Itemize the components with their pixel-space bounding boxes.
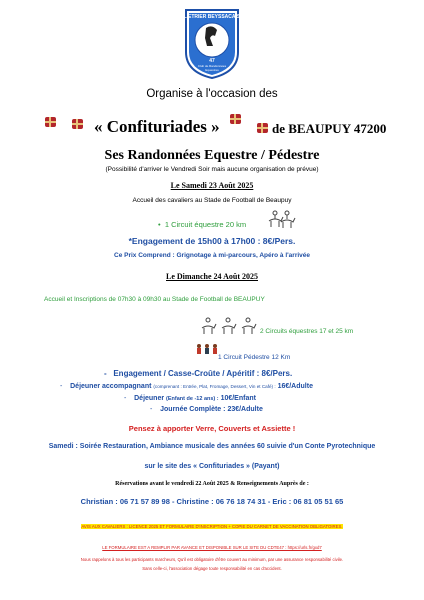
evening-line-1: Samedi : Soirée Restauration, Ambiance musicale des années 60 suivie d'un Conte Pyrotechnique: [48, 443, 376, 450]
logo-arc-text: L'ETRIER BEYSSACAIS: [183, 14, 241, 20]
pricing-line-1: [104, 369, 292, 378]
jam-gift-icon: [72, 119, 83, 129]
bullet-icon: •: [158, 220, 161, 229]
pricing-line-2: - Déjeuner accompagnant (comprenant : Entrée, Plat, Fromage, Dessert, Vin et Café) : 16€/Adulte: [60, 383, 313, 390]
pricing-lunch-detail: (comprenant : Entrée, Plat, Fromage, Dessert, Vin et Café) :: [153, 384, 276, 389]
sunday-date: Le Dimanche 24 Août 2025: [166, 272, 258, 281]
jam-gift-icon: [257, 123, 268, 133]
form-note-row: [0, 536, 424, 554]
bullet-dash: -: [104, 369, 114, 378]
jam-gift-icon: [45, 117, 56, 127]
pricing-engagement: Engagement / Casse-Croûte / Apéritif : 8€/Pers.: [113, 369, 293, 378]
pricing-child-label: Déjeuner: [134, 395, 165, 402]
pricing-day-label: Journée Complète :: [160, 406, 226, 413]
saturday-engagement: *Engagement de 15h00 à 17h00 : 8€/Pers.: [128, 236, 296, 246]
insurance-reminder: Nous rappelons à tous les participants marcheurs, Qu'il est obligatoire d'être couvert au minimum, par une assurance responsabilité civile.: [80, 557, 344, 562]
liability-note: Sans celle-ci, l'association dégage toute responsabilité en cas d'accident.: [142, 566, 282, 571]
evening-line-2: sur le site des « Confituriades » (Payant): [144, 463, 280, 470]
pricing-child-detail: (Enfant de -12 ans) :: [166, 396, 219, 402]
reservation-text: Réservations avant le vendredi 22 Août 2025 & Renseignements Auprès de :: [115, 481, 309, 487]
pricing-child-price: 10€/Enfant: [220, 395, 256, 402]
pricing-line-4: - Journée Complète : 23€/Adulte: [150, 406, 263, 413]
pricing-lunch-label: Déjeuner accompagnant: [70, 383, 152, 390]
contact-numbers: Christian : 06 71 57 89 98 - Christine : 06 76 18 74 31 - Eric : 06 81 05 51 65: [80, 497, 344, 506]
organise-text: Organise à l'occasion des: [146, 88, 278, 100]
sunday-welcome: Accueil et Inscriptions de 07h30 à 09h30 au Stade de Football de BEAUPUY: [44, 296, 265, 303]
pricing-line-3: - Déjeuner (Enfant de -12 ans) : 10€/Enfant: [124, 395, 256, 402]
event-subtitle: Ses Randonnées Equestre / Pédestre: [104, 148, 320, 163]
sunday-equestrian-circuits: 2 Circuits équestres 17 et 25 km: [260, 328, 354, 335]
saturday-circuit-label: 1 Circuit équestre 20 km: [164, 220, 247, 229]
riders-icon: [267, 207, 297, 229]
pricing-day-price: 23€/Adulte: [227, 406, 263, 413]
event-title: « Confituriades »: [94, 117, 220, 136]
jam-gift-icon: [230, 114, 241, 124]
saturday-includes: Ce Prix Comprend : Grignotage à mi-parcours, Apéro à l'arrivée: [114, 252, 310, 259]
riders-warning-row: [0, 515, 424, 533]
sunday-walking-circuit: 1 Circuit Pédestre 12 Km: [218, 354, 291, 361]
saturday-welcome: Accueil des cavaliers au Stade de Football de Beaupuy: [132, 197, 292, 204]
event-place: de BEAUPUY 47200: [272, 121, 387, 136]
riders-group-icon: [200, 316, 260, 336]
reminder-text: Pensez à apporter Verre, Couverts et Assiette !: [128, 424, 296, 433]
saturday-circuit: [158, 220, 246, 229]
club-logo: [180, 6, 244, 80]
saturday-date: Le Samedi 23 Août 2025: [170, 181, 254, 190]
riders-warning: AVIS AUX CAVALIERS : LICENCE 2025 ET FORMULAIRE D'INSCRIPTION + COPIE DU CARNET DE VACCINATION OBLIGATOIRES.: [81, 524, 343, 529]
form-note[interactable]: LE FORMULAIRE EST A REMPLIR PAR AVANCE ET DISPONIBLE SUR LE SITE DU CDTE47 : https://urls.fr/gxd7: [102, 545, 322, 550]
logo-sub1: Club de Randonnées: [197, 64, 227, 68]
pricing-lunch-price: 16€/Adulte: [277, 383, 313, 390]
logo-sub2: Equestres: [205, 68, 219, 72]
header-note: (Possibilité d'arriver le Vendredi Soir mais aucune organisation de prévue): [105, 166, 319, 173]
logo-number: 47: [209, 58, 215, 64]
